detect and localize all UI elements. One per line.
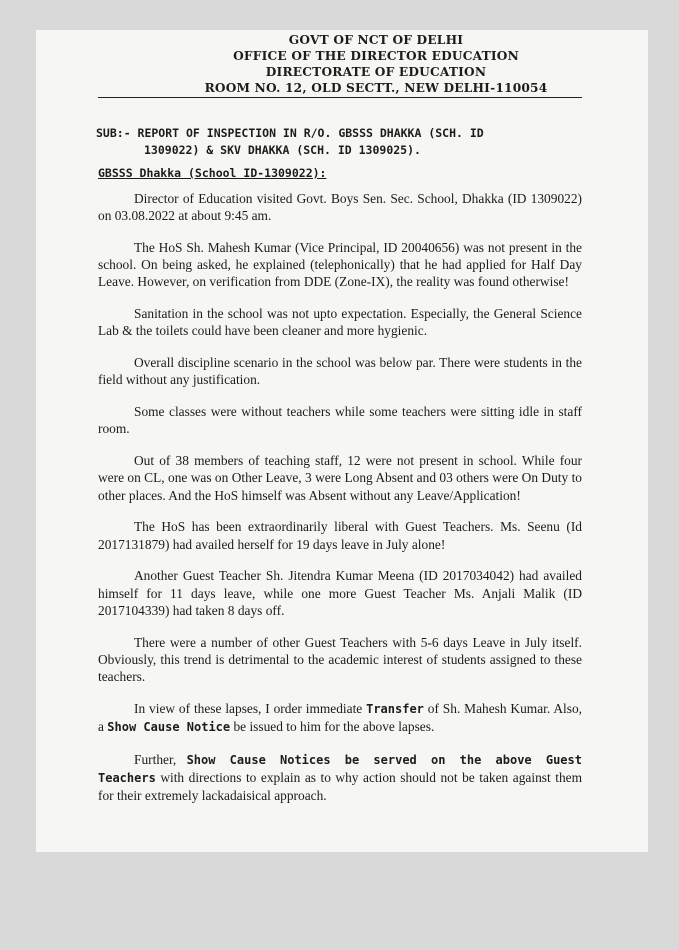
document-page (36, 30, 648, 852)
header-line-directorate: DIRECTORATE OF EDUCATION (265, 65, 487, 79)
header-line-office: OFFICE OF THE DIRECTOR EDUCATION (233, 49, 519, 63)
text-run: In view of these lapses, I order immediate (134, 700, 367, 716)
text-run: Further, (134, 751, 187, 767)
emphasis-transfer: Transfer (366, 701, 424, 716)
header-line-address: ROOM NO. 12, OLD SECTT., NEW DELHI-110054 (204, 81, 548, 95)
text-run: be issued to him for the above lapses. (230, 719, 435, 735)
subject-line-2: 1309022) & SKV DHAKKA (SCH. ID 1309025). (144, 143, 421, 157)
section-heading: GBSSS Dhakka (School ID-1309022): (98, 166, 327, 180)
paragraph-classes: Some classes were without teachers while some teachers were sitting idle in staff room. (98, 404, 582, 437)
report-body (98, 190, 582, 819)
paragraph-other-guests: There were a number of other Guest Teachers with 5-6 days Leave in July itself. Obviously, this trend is detrimental to the academic interest of students assigned to these teachers. (98, 634, 582, 685)
header-line-govt: GOVT OF NCT OF DELHI (288, 33, 464, 47)
letterhead (36, 32, 648, 96)
emphasis-show-cause-guests: Show Cause Notices be served on the above Guest Teachers (98, 752, 582, 786)
paragraph-staff-attendance: Out of 38 members of teaching staff, 12 were not present in school. While four were on CL, one was on Other Leave, 3 were Long Absent and 03 others were On Duty to other places. And the HoS himself was Absent without any Leave/Application! (98, 453, 582, 503)
text-run: with directions to explain as to why action should not be taken against them for their extremely lackadaisical approach. (98, 770, 582, 804)
paragraph-transfer-order (98, 700, 582, 736)
paragraph-guest-teachers: The HoS has been extraordinarily liberal with Guest Teachers. Ms. Seenu (Id 2017131879) had availed herself for 19 days leave in July alone! (98, 519, 582, 552)
paragraph-guest-teacher-leave: Another Guest Teacher Sh. Jitendra Kumar Meena (ID 2017034042) had availed himself for 11 days leave, while one more Guest Teacher Ms. Anjali Malik (ID 2017104339) had taken 8 days off. (98, 568, 582, 618)
paragraph-sanitation: Sanitation in the school was not upto expectation. Especially, the General Science Lab & the toilets could have been cleaner and more hygienic. (98, 306, 582, 339)
text-run: of Sh. Mahesh Kumar. Also, a (98, 700, 582, 735)
paragraph-discipline: Overall discipline scenario in the school was below par. There were students in the field without any justification. (98, 355, 582, 388)
emphasis-show-cause: Show Cause Notice (107, 720, 231, 735)
paragraph-show-cause-guests (98, 751, 582, 805)
header-divider (98, 97, 582, 98)
paragraph-visit: Director of Education visited Govt. Boys Sen. Sec. School, Dhakka (ID 1309022) on 03.08.2022 at about 9:45 am. (98, 191, 582, 224)
subject-line-1: SUB:- REPORT OF INSPECTION IN R/O. GBSSS DHAKKA (SCH. ID (96, 126, 484, 140)
paragraph-hos-absent: The HoS Sh. Mahesh Kumar (Vice Principal, ID 20040656) was not present in the school. On being asked, he explained (telephonically) that he had applied for Half Day Leave. However, on verification from DDE (Zone-IX), the reality was found otherwise! (98, 240, 582, 290)
subject-block (96, 125, 588, 159)
